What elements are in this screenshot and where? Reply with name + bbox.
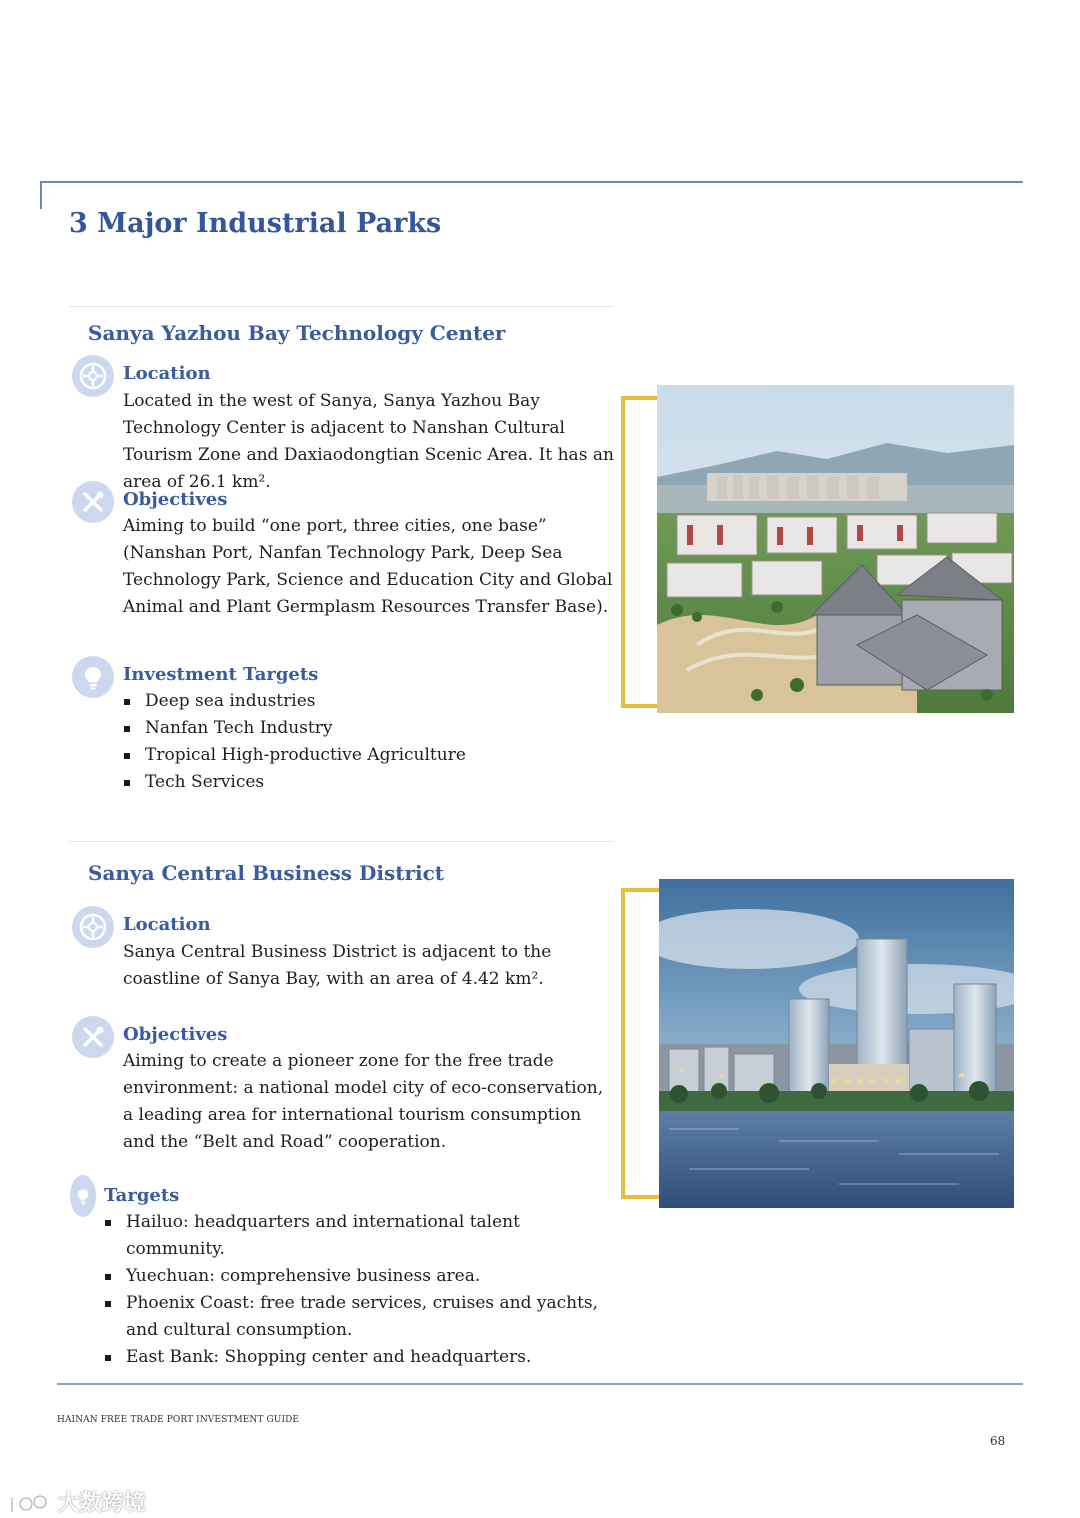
location-text: Located in the west of Sanya, Sanya Yazhou Bay Technology Center is adjacent to Nanshan Cultural Tourism Zone and Daxiaodongtian Scenic Area. It has an area of 26.1 km².	[123, 391, 614, 492]
watermark	[8, 1486, 146, 1517]
tech-center-photo	[657, 385, 1014, 713]
section-title: Sanya Central Business District	[88, 861, 445, 885]
objectives-label: Objectives	[123, 489, 228, 510]
header-rule	[40, 181, 1023, 183]
targets-list	[104, 1209, 614, 1371]
location-text: Sanya Central Business District is adjacent to the coastline of Sanya Bay, with an area of 4.42 km².	[123, 942, 552, 989]
lightbulb-icon	[70, 1175, 96, 1217]
list-item: Hailuo: headquarters and international talent community.	[104, 1209, 614, 1263]
list-item: Nanfan Tech Industry	[123, 715, 603, 742]
list-item: Deep sea industries	[123, 688, 603, 715]
objectives-text: Aiming to create a pioneer zone for the free trade environment: a national model city of eco-conservation, a leading area for international tourism consumption and the “Belt and Road” cooperation.	[123, 1051, 604, 1152]
targets-label: Targets	[104, 1185, 180, 1206]
list-item: East Bank: Shopping center and headquarters.	[104, 1344, 614, 1371]
tools-icon	[72, 481, 114, 523]
location-label: Location	[123, 363, 211, 384]
page-number: 68	[990, 1434, 1006, 1448]
footer-text: HAINAN FREE TRADE PORT INVESTMENT GUIDE	[57, 1415, 300, 1425]
header-rule-tick	[40, 181, 42, 209]
page-title: 3 Major Industrial Parks	[69, 208, 442, 239]
list-item: Phoenix Coast: free trade services, cruises and yachts, and cultural consumption.	[104, 1290, 614, 1344]
objectives-text: Aiming to build “one port, three cities, one base” (Nanshan Port, Nanfan Technology Park, Deep Sea Technology Park, Science and Education City and Global Animal and Plant Germplasm Resources Transfer Base).	[123, 516, 613, 617]
list-item: Yuechuan: comprehensive business area.	[104, 1263, 614, 1290]
location-label: Location	[123, 914, 211, 935]
objectives-label: Objectives	[123, 1024, 228, 1045]
watermark-text: 大数跨境	[57, 1491, 146, 1516]
watermark-logo-icon	[8, 1492, 50, 1516]
image-bracket	[621, 888, 663, 1199]
cbd-photo	[659, 879, 1014, 1208]
list-item: Tech Services	[123, 769, 603, 796]
section-divider	[69, 306, 614, 307]
location-icon	[72, 355, 114, 397]
section-divider	[69, 841, 614, 842]
list-item: Tropical High-productive Agriculture	[123, 742, 603, 769]
location-icon	[72, 906, 114, 948]
section-title: Sanya Yazhou Bay Technology Center	[88, 321, 506, 345]
targets-list	[123, 688, 603, 796]
tools-icon	[72, 1016, 114, 1058]
targets-label: Investment Targets	[123, 664, 319, 685]
lightbulb-icon	[72, 656, 114, 698]
footer-rule	[57, 1383, 1023, 1385]
